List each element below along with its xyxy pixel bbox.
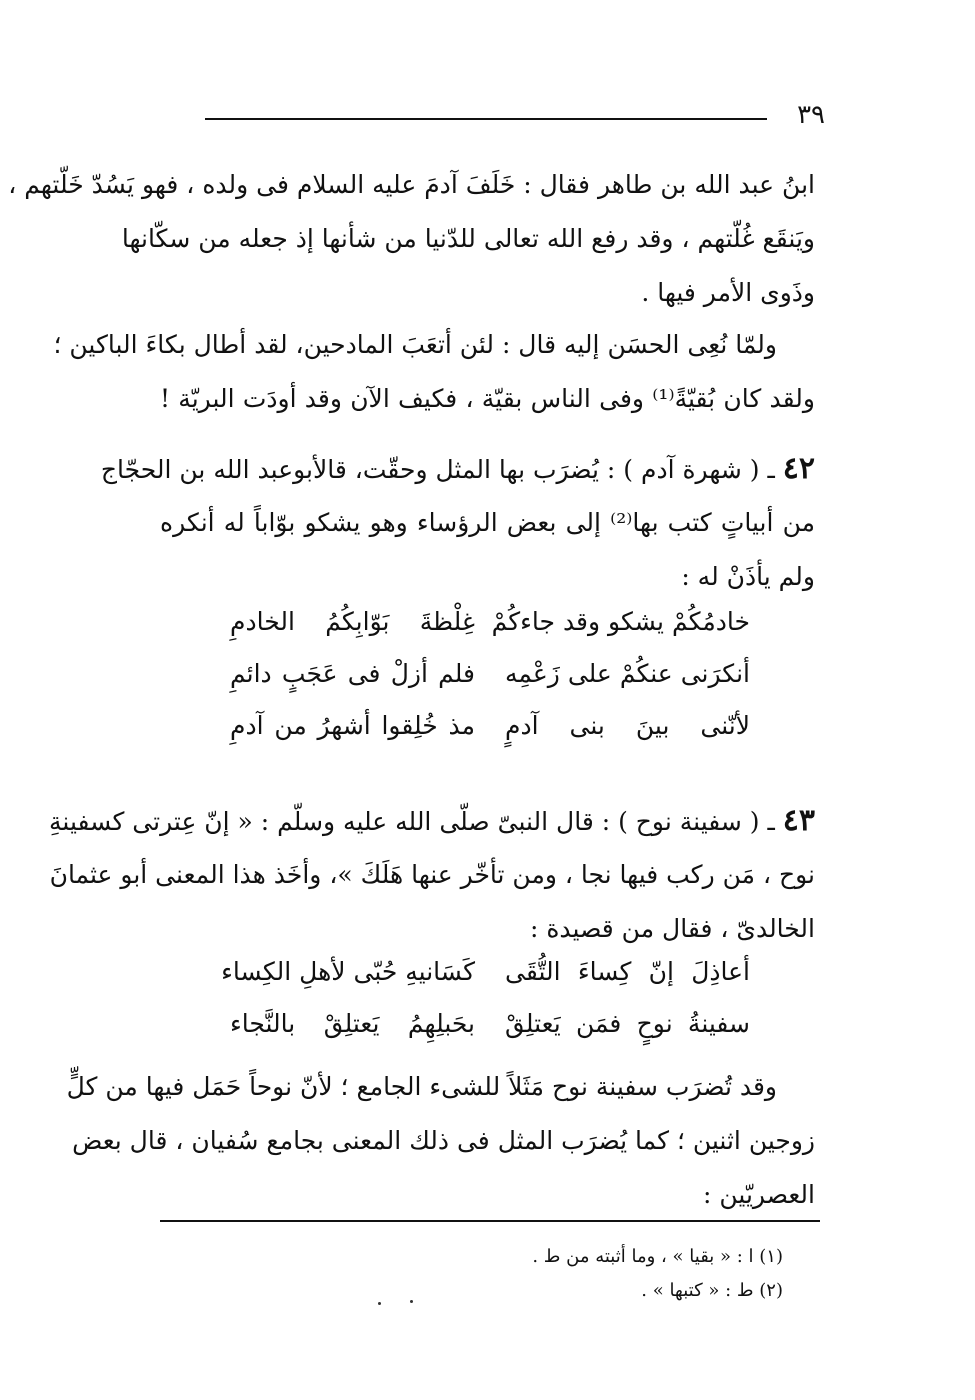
text-line: ولم يأذَنْ له : — [681, 562, 815, 591]
entry-number: ٤٣ — [782, 803, 815, 838]
page-header — [150, 100, 825, 134]
text-line: العصريّين : — [703, 1180, 815, 1209]
speck — [410, 1300, 413, 1303]
speck — [378, 1302, 381, 1305]
verse-second-hemistich: بحَبلِهِمُ يَعتلِقْ بالنَّجاء — [230, 1009, 475, 1038]
verse-line — [230, 648, 750, 700]
entry-number: ٤٢ — [782, 451, 815, 486]
print-specks — [370, 1300, 430, 1310]
entry-heading-line — [100, 442, 815, 496]
poem-42 — [230, 596, 750, 752]
verse-first-hemistich: أعاذِلَ إنّ كِساءَ التُّقَى — [505, 957, 750, 986]
verse-first-hemistich: خادمُكُمْ يشكو وقد جاءكُمْ — [491, 607, 750, 636]
intro-paragraph — [8, 158, 815, 320]
text-line: زوجين اثنين ؛ كما يُضرَب المثل فى ذلك المعنى بجامع سُفيان ، قال بعض — [72, 1126, 815, 1155]
text-line: ابنُ عبد الله بن طاهر فقال : خَلَفَ آدمَ عليه السلام فى ولده ، فهو يَسُدّ خَلّتهم ، — [8, 170, 815, 199]
text-line: وقد تُضرَب سفينة نوح مَثَلاً للشىء الجامع ؛ لأنّ نوحاً حَمَل فيها من كلٍّ — [66, 1072, 777, 1101]
poem-43 — [221, 946, 750, 1050]
text-line: من أبياتٍ كتب بها⁽²⁾ إلى بعض الرؤساء وهو يشكو بوّاباً له أنكره — [160, 508, 815, 537]
verse-line — [230, 596, 750, 648]
entry-42 — [100, 442, 815, 604]
verse-line — [221, 946, 750, 998]
verse-line — [230, 700, 750, 752]
entry-heading-text: ـ ( شهرة آدم ) : يُضرَب بها المثل وحقّت، قالأبوعبد الله بن الحجّاج — [100, 455, 775, 484]
text-line: نوح ، مَن ركب فيها نجا ، ومن تأخّر عنها هَلَكَ »، وأخَذ هذا المعنى أبو عثمانَ — [49, 860, 815, 889]
text-line: ولمّا نُعِى الحسَن إليه قال : لئن أتعَبَ المادحين، لقد أطال بكاءَ الباكين ؛ — [53, 330, 777, 359]
text-line: وذَوى الأمر فيها . — [641, 278, 815, 307]
verse-second-hemistich: كَسَانيهِ حُبّى لأهلِ الكِساء — [221, 957, 475, 986]
verse-second-hemistich: غِلْظةَ بَوّابِكُمُ الخادمِ — [230, 607, 475, 636]
entry-43 — [49, 794, 815, 956]
footnote-rule — [160, 1220, 820, 1222]
footnote-1: (١) ا : « بقيا » ، وما أثبته من ط . — [532, 1246, 783, 1267]
footnotes — [283, 1240, 783, 1308]
entry-heading-line — [49, 794, 815, 848]
verse-first-hemistich: لأنّنى بينَ بنى آدمٍ — [505, 711, 750, 740]
footnote-2: (٢) ط : « كتبها » . — [641, 1280, 783, 1301]
text-line: ولقد كان بُقيّةً⁽¹⁾ وفى الناس بقيّة ، فكيف الآن وقد أودَت البريّة ! — [160, 384, 815, 413]
verse-second-hemistich: مذ خُلِقوا أشهرُ من آدمِ — [230, 711, 475, 740]
verse-line — [230, 998, 750, 1050]
text-line: الخالدىّ ، فقال من قصيدة : — [529, 914, 815, 943]
header-rule — [205, 118, 767, 120]
verse-first-hemistich: سفينةُ نوحٍ فمَن يَعتلِقْ — [505, 1009, 750, 1038]
entry-heading-text: ـ ( سفينة نوح ) : قال النبىّ صلّى الله عليه وسلّم : « إنّ عِترتى كسفينةِ — [49, 807, 775, 836]
verse-second-hemistich: فلم أزلْ فى عَجَبٍ دائمِ — [230, 659, 475, 688]
verse-first-hemistich: أنكرَنى عنكُمْ على زَعْمِه — [505, 659, 750, 688]
text-line: ويَنقَع غُلّتهم ، وقد رفع الله تعالى للدّنيا من شأنها إذ جعله من سكّانها — [121, 224, 815, 253]
entry-43-closing — [66, 1060, 815, 1222]
page-number: ٣٩ — [797, 100, 825, 130]
intro-paragraph-2 — [53, 318, 815, 426]
